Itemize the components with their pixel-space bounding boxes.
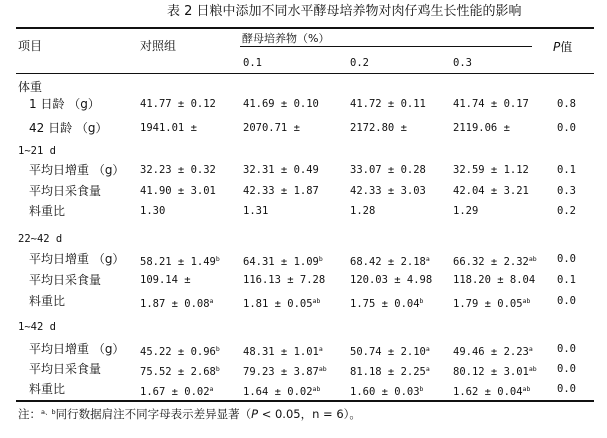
- row-label: 平均日采食量: [29, 184, 102, 198]
- cell-value: 1.30: [140, 205, 166, 217]
- cell-value: 2119.06 ±: [453, 122, 510, 134]
- cell-value: 41.72 ± 0.11: [350, 98, 426, 110]
- cell-value: 48.31 ± 1.01: [243, 346, 319, 358]
- header-group-rule: [240, 46, 532, 47]
- section-heading: 1~42 d: [18, 321, 56, 333]
- table-cell: [350, 382, 423, 399]
- table-cell: [140, 273, 191, 287]
- cell-superscript: ab: [312, 385, 321, 393]
- table-cell: [350, 362, 430, 379]
- row-label: 料重比: [29, 382, 66, 396]
- note-p-italic: P: [251, 407, 259, 421]
- cell-value: 41.90 ± 3.01: [140, 185, 216, 197]
- table-cell: [243, 252, 323, 269]
- table-cell: [140, 382, 213, 399]
- table-cell: [243, 273, 325, 287]
- note-superscript: a、b: [41, 408, 56, 416]
- cell-superscript: b: [419, 297, 424, 305]
- header-yeast-group: 酵母培养物（%）: [242, 32, 330, 45]
- cell-value: 42.33 ± 3.03: [350, 185, 426, 197]
- row-label: 料重比: [29, 204, 66, 218]
- p-value-cell: 0.0: [557, 295, 576, 307]
- section-heading: 1~21 d: [18, 145, 56, 157]
- cell-superscript: a: [425, 255, 430, 263]
- table-cell: [243, 97, 319, 111]
- cell-superscript: a: [318, 345, 323, 353]
- cell-value: 42.33 ± 1.87: [243, 185, 319, 197]
- cell-value: 45.22 ± 0.96: [140, 346, 216, 358]
- table-cell: [140, 97, 216, 111]
- cell-value: 1.29: [453, 205, 479, 217]
- p-value-cell: 0.3: [557, 185, 576, 197]
- cell-superscript: b: [419, 385, 424, 393]
- cell-value: 50.74 ± 2.10: [350, 346, 426, 358]
- cell-value: 33.07 ± 0.28: [350, 164, 426, 176]
- table-cell: [453, 184, 529, 198]
- header-rule: [16, 73, 594, 74]
- cell-value: 32.31 ± 0.49: [243, 164, 319, 176]
- cell-superscript: ab: [522, 297, 531, 305]
- cell-value: 68.42 ± 2.18: [350, 256, 426, 268]
- table-title: 表 2 日粮中添加不同水平酵母培养物对肉仔鸡生长性能的影响: [167, 4, 522, 19]
- cell-value: 116.13 ± 7.28: [243, 274, 326, 286]
- cell-value: 1.60 ± 0.03: [350, 386, 420, 398]
- table-cell: [350, 163, 426, 177]
- cell-value: 1.81 ± 0.05: [243, 298, 313, 310]
- row-label: 平均日增重 （g）: [29, 163, 125, 177]
- table-cell: [350, 294, 423, 311]
- p-value-cell: 0.0: [557, 122, 576, 134]
- cell-superscript: ab: [312, 297, 321, 305]
- header-control: 对照组: [140, 39, 177, 53]
- cell-value: 32.23 ± 0.32: [140, 164, 216, 176]
- p-value-cell: 0.2: [557, 205, 576, 217]
- header-item: 项目: [18, 39, 43, 53]
- cell-value: 1.31: [243, 205, 269, 217]
- cell-value: 41.69 ± 0.10: [243, 98, 319, 110]
- cell-value: 1.75 ± 0.04: [350, 298, 420, 310]
- header-p-italic: P: [553, 40, 561, 54]
- cell-value: 2070.71 ±: [243, 122, 300, 134]
- cell-value: 1.28: [350, 205, 376, 217]
- table-cell: [453, 97, 529, 111]
- cell-superscript: ab: [528, 365, 537, 373]
- cell-value: 1.79 ± 0.05: [453, 298, 523, 310]
- cell-value: 41.77 ± 0.12: [140, 98, 216, 110]
- cell-value: 81.18 ± 2.25: [350, 366, 426, 378]
- cell-superscript: b: [215, 345, 220, 353]
- cell-superscript: ab: [318, 365, 327, 373]
- table-note: [18, 405, 361, 421]
- table-cell: [140, 184, 216, 198]
- cell-superscript: ab: [528, 255, 537, 263]
- table-cell: [350, 184, 426, 198]
- cell-value: 64.31 ± 1.09: [243, 256, 319, 268]
- table-cell: [350, 252, 430, 269]
- row-label: 平均日增重 （g）: [29, 252, 125, 266]
- row-label: 平均日采食量: [29, 362, 102, 376]
- table-cell: [140, 204, 165, 218]
- cell-value: 120.03 ± 4.98: [350, 274, 433, 286]
- row-label: 42 日龄 （g）: [29, 121, 108, 135]
- cell-value: 1941.01 ±: [140, 122, 197, 134]
- cell-superscript: a: [209, 385, 214, 393]
- table-cell: [453, 294, 530, 311]
- row-label: 料重比: [29, 294, 66, 308]
- p-value-cell: 0.8: [557, 98, 576, 110]
- section-heading: 体重: [18, 80, 43, 94]
- cell-value: 2172.80 ±: [350, 122, 407, 134]
- cell-superscript: b: [215, 365, 220, 373]
- cell-superscript: ab: [522, 385, 531, 393]
- row-label: 平均日增重 （g）: [29, 342, 125, 356]
- cell-value: 32.59 ± 1.12: [453, 164, 529, 176]
- header-p-suffix: 值: [560, 40, 573, 54]
- bottom-rule: [16, 400, 594, 402]
- cell-value: 80.12 ± 3.01: [453, 366, 529, 378]
- table-cell: [350, 273, 432, 287]
- cell-superscript: b: [215, 255, 220, 263]
- cell-value: 49.46 ± 2.23: [453, 346, 529, 358]
- table-cell: [140, 121, 197, 135]
- table-cell: [453, 342, 533, 359]
- table-cell: [243, 204, 268, 218]
- table-cell: [350, 97, 426, 111]
- cell-superscript: a: [528, 345, 533, 353]
- table-cell: [243, 362, 327, 379]
- section-heading: 22~42 d: [18, 233, 63, 245]
- cell-value: 1.64 ± 0.02: [243, 386, 313, 398]
- cell-superscript: a: [425, 365, 430, 373]
- table-cell: [140, 342, 220, 359]
- p-value-cell: 0.0: [557, 343, 576, 355]
- table-cell: [453, 273, 535, 287]
- table-cell: [140, 163, 216, 177]
- cell-superscript: a: [209, 297, 214, 305]
- header-level-1: 0.1: [243, 57, 262, 69]
- note-prefix: 注：: [18, 407, 41, 421]
- table-cell: [140, 294, 213, 311]
- cell-value: 1.87 ± 0.08: [140, 298, 210, 310]
- p-value-cell: 0.0: [557, 253, 576, 265]
- cell-value: 79.23 ± 3.87: [243, 366, 319, 378]
- p-value-cell: 0.1: [557, 164, 576, 176]
- table-cell: [243, 342, 323, 359]
- table-cell: [243, 184, 319, 198]
- table-cell: [350, 342, 430, 359]
- header-level-3: 0.3: [453, 57, 472, 69]
- table-cell: [140, 362, 220, 379]
- note-text-2: < 0.05，n = 6）。: [258, 407, 361, 421]
- table-cell: [453, 362, 537, 379]
- table-cell: [243, 163, 319, 177]
- cell-value: 1.67 ± 0.02: [140, 386, 210, 398]
- table-cell: [243, 121, 300, 135]
- p-value-cell: 0.1: [557, 274, 576, 286]
- cell-value: 1.62 ± 0.04: [453, 386, 523, 398]
- table-cell: [453, 382, 530, 399]
- top-rule: [16, 27, 594, 29]
- cell-value: 58.21 ± 1.49: [140, 256, 216, 268]
- p-value-cell: 0.0: [557, 383, 576, 395]
- cell-superscript: b: [318, 255, 323, 263]
- table-cell: [243, 382, 320, 399]
- header-p-value: [553, 40, 572, 54]
- table-cell: [453, 163, 529, 177]
- cell-value: 118.20 ± 8.04: [453, 274, 536, 286]
- p-value-cell: 0.0: [557, 363, 576, 375]
- row-label: 平均日采食量: [29, 273, 102, 287]
- cell-value: 41.74 ± 0.17: [453, 98, 529, 110]
- table-cell: [453, 204, 478, 218]
- table-cell: [453, 121, 510, 135]
- table-cell: [350, 121, 407, 135]
- cell-value: 42.04 ± 3.21: [453, 185, 529, 197]
- header-level-2: 0.2: [350, 57, 369, 69]
- table-cell: [453, 252, 537, 269]
- table-cell: [350, 204, 375, 218]
- table-cell: [140, 252, 220, 269]
- cell-value: 75.52 ± 2.68: [140, 366, 216, 378]
- cell-superscript: a: [425, 345, 430, 353]
- table-cell: [243, 294, 320, 311]
- note-text-1: 同行数据肩注不同字母表示差异显著（: [55, 407, 252, 421]
- cell-value: 109.14 ±: [140, 274, 191, 286]
- row-label: 1 日龄 （g）: [29, 97, 100, 111]
- cell-value: 66.32 ± 2.32: [453, 256, 529, 268]
